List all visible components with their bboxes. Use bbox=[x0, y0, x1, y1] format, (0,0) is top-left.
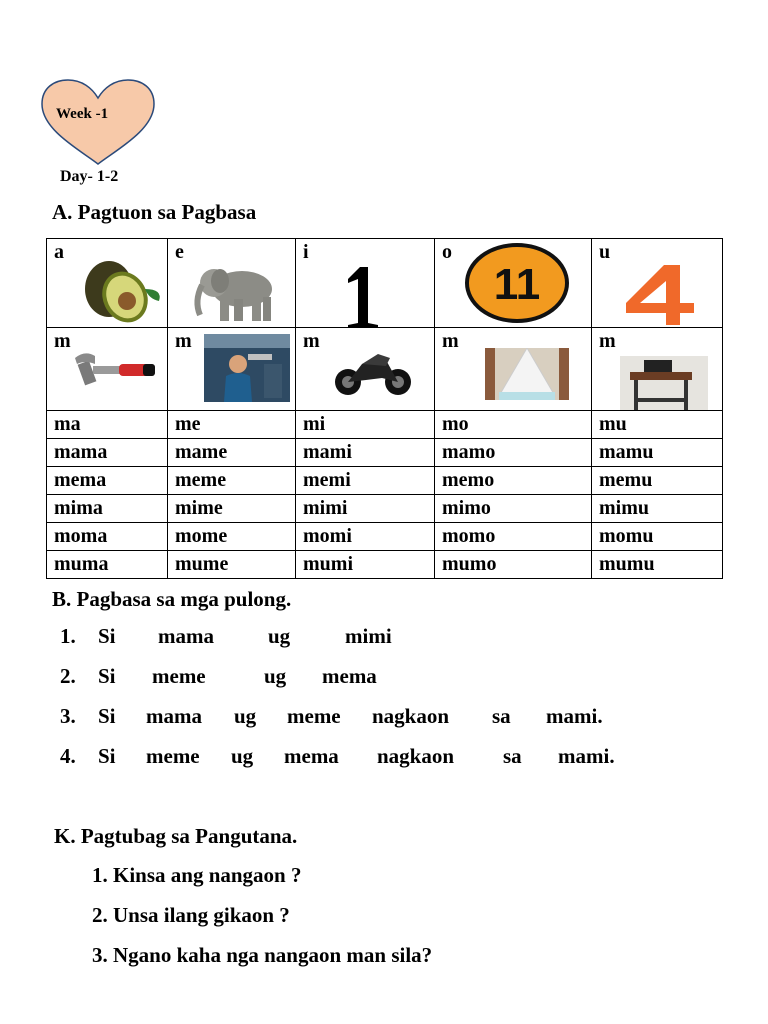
syllable-cell: mima bbox=[47, 495, 168, 523]
sentence-word: Si bbox=[98, 704, 116, 728]
sentence-word: meme bbox=[152, 664, 206, 688]
syllable-cell: momo bbox=[435, 523, 592, 551]
m-cell bbox=[296, 328, 435, 411]
syllable-cell: momi bbox=[296, 523, 435, 551]
syllable-cell: mimo bbox=[435, 495, 592, 523]
syllable-cell: mema bbox=[47, 467, 168, 495]
motorcycle-icon bbox=[332, 346, 414, 398]
number-eleven-icon bbox=[463, 243, 571, 323]
syllable-cell: mami bbox=[296, 439, 435, 467]
question-2: 2. Unsa ilang gikaon ? bbox=[92, 903, 290, 927]
syllable-table bbox=[46, 238, 723, 579]
vowel-cell bbox=[47, 239, 168, 328]
sentence-word: sa bbox=[492, 704, 511, 728]
sentence-word: Si bbox=[98, 624, 116, 648]
sentence-number: 4. bbox=[60, 744, 76, 768]
sentence-word: ug bbox=[264, 664, 287, 688]
hammer-icon bbox=[75, 348, 157, 394]
m-cell bbox=[435, 328, 592, 411]
syllable-cell: me bbox=[168, 411, 296, 439]
syllable-cell: mame bbox=[168, 439, 296, 467]
mechanic-icon bbox=[204, 334, 290, 402]
sewing-machine-icon bbox=[620, 356, 708, 411]
syllable-cell: mo bbox=[435, 411, 592, 439]
question-3: 3. Ngano kaha nga nangaon man sila? bbox=[92, 943, 433, 967]
sentence-word: nagkaon bbox=[377, 744, 455, 768]
m-label: m bbox=[303, 330, 320, 352]
mosquito-net-icon bbox=[485, 348, 569, 400]
syllable-cell: mumo bbox=[435, 551, 592, 579]
syllable-row bbox=[47, 523, 723, 551]
number-four-icon bbox=[620, 263, 702, 327]
vowel-label: e bbox=[175, 241, 184, 263]
syllable-cell: mime bbox=[168, 495, 296, 523]
sentence-word: mama bbox=[146, 704, 202, 728]
sentence-word: mami. bbox=[558, 744, 615, 768]
m-cell bbox=[47, 328, 168, 411]
m-label: m bbox=[442, 330, 459, 352]
syllable-cell: mimi bbox=[296, 495, 435, 523]
syllable-cell: memo bbox=[435, 467, 592, 495]
syllable-cell: mamo bbox=[435, 439, 592, 467]
m-label: m bbox=[54, 330, 71, 352]
syllable-row bbox=[47, 495, 723, 523]
avocado-icon bbox=[75, 259, 165, 327]
sentence-number: 3. bbox=[60, 704, 76, 728]
sentence-word: ug bbox=[268, 624, 291, 648]
syllable-row bbox=[47, 551, 723, 579]
sentence-3 bbox=[0, 704, 768, 730]
m-cell bbox=[592, 328, 723, 411]
section-b-title: B. Pagbasa sa mga pulong. bbox=[52, 587, 292, 611]
vowel-cell bbox=[592, 239, 723, 328]
syllable-cell: muma bbox=[47, 551, 168, 579]
question-1: 1. Kinsa ang nangaon ? bbox=[92, 863, 302, 887]
sentence-word: mama bbox=[158, 624, 214, 648]
syllable-cell: mamu bbox=[592, 439, 723, 467]
svg-text:11: 11 bbox=[493, 260, 541, 309]
sentence-word: meme bbox=[146, 744, 200, 768]
syllable-cell: mumu bbox=[592, 551, 723, 579]
m-label: m bbox=[175, 330, 192, 352]
sentence-1 bbox=[0, 624, 768, 650]
section-k-title: K. Pagtubag sa Pangutana. bbox=[54, 824, 298, 848]
syllable-cell: mumi bbox=[296, 551, 435, 579]
sentence-number: 1. bbox=[60, 624, 76, 648]
syllable-row bbox=[47, 411, 723, 439]
elephant-icon bbox=[190, 261, 280, 323]
vowel-label: u bbox=[599, 241, 611, 263]
sentence-word: meme bbox=[287, 704, 341, 728]
syllable-row bbox=[47, 467, 723, 495]
m-cell bbox=[168, 328, 296, 411]
vowel-cell bbox=[296, 239, 435, 328]
sentence-word: nagkaon bbox=[372, 704, 450, 728]
sentence-word: mimi bbox=[345, 624, 392, 648]
m-picture-row bbox=[47, 328, 723, 411]
sentence-word: mema bbox=[322, 664, 377, 688]
section-a-title: A. Pagtuon sa Pagbasa bbox=[52, 200, 257, 224]
syllable-cell: meme bbox=[168, 467, 296, 495]
sentence-word: mami. bbox=[546, 704, 603, 728]
syllable-cell: moma bbox=[47, 523, 168, 551]
syllable-row bbox=[47, 439, 723, 467]
sentence-word: sa bbox=[503, 744, 522, 768]
sentence-word: mema bbox=[284, 744, 339, 768]
vowel-row bbox=[47, 239, 723, 328]
sentence-word: ug bbox=[231, 744, 254, 768]
sentence-2 bbox=[0, 664, 768, 690]
syllable-cell: ma bbox=[47, 411, 168, 439]
syllable-cell: memu bbox=[592, 467, 723, 495]
syllable-cell: mama bbox=[47, 439, 168, 467]
vowel-label: o bbox=[442, 241, 452, 263]
syllable-cell: mi bbox=[296, 411, 435, 439]
week-label: Week -1 bbox=[56, 106, 109, 122]
syllable-cell: mimu bbox=[592, 495, 723, 523]
sentence-number: 2. bbox=[60, 664, 76, 688]
vowel-label: i bbox=[303, 241, 309, 263]
syllable-cell: mu bbox=[592, 411, 723, 439]
syllable-cell: momu bbox=[592, 523, 723, 551]
syllable-cell: mome bbox=[168, 523, 296, 551]
sentence-4 bbox=[0, 744, 768, 770]
sentence-word: ug bbox=[234, 704, 257, 728]
sentence-word: Si bbox=[98, 664, 116, 688]
day-label: Day- 1-2 bbox=[60, 168, 119, 185]
vowel-cell bbox=[435, 239, 592, 328]
syllable-cell: mume bbox=[168, 551, 296, 579]
vowel-label: a bbox=[54, 241, 64, 263]
m-label: m bbox=[599, 330, 616, 352]
number-one-icon bbox=[338, 263, 388, 328]
sentence-word: Si bbox=[98, 744, 116, 768]
syllable-cell: memi bbox=[296, 467, 435, 495]
vowel-cell bbox=[168, 239, 296, 328]
